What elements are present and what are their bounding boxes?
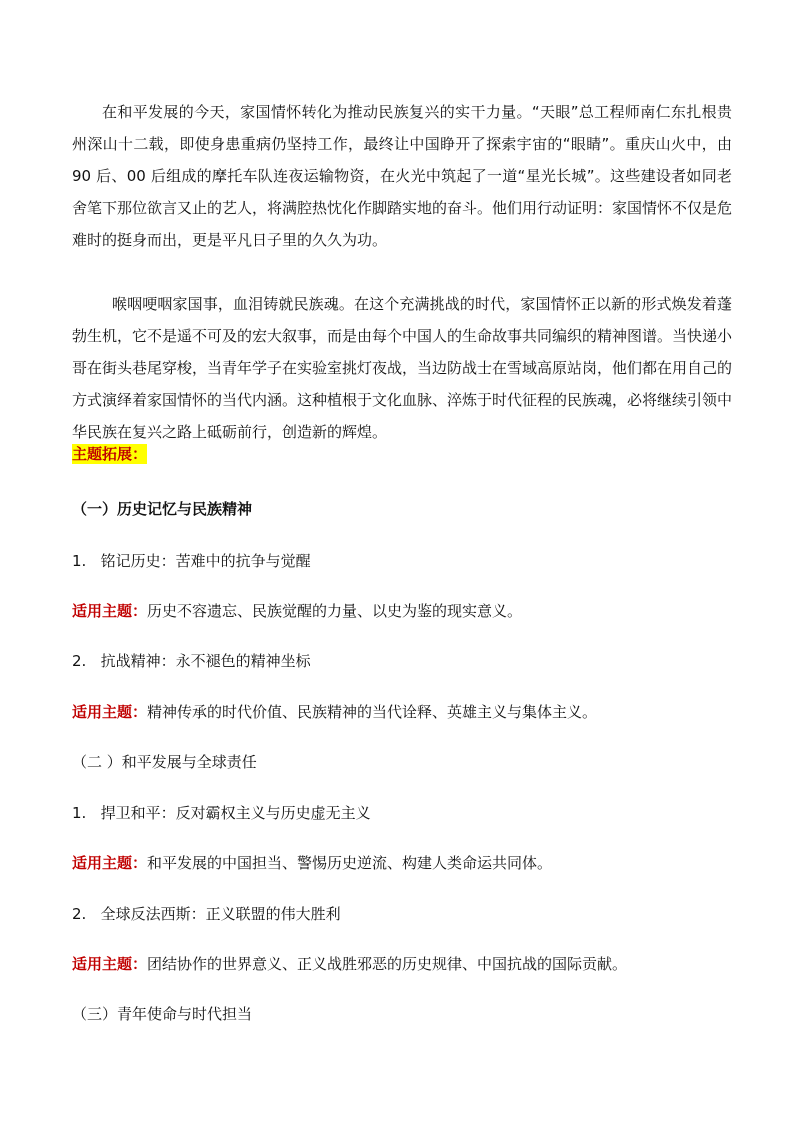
themes-text: 团结协作的世界意义、正义战胜邪恶的历史规律、中国抗战的国际贡献。 [147, 955, 628, 973]
item-title: 铭记历史：苦难中的抗争与觉醒 [100, 552, 311, 570]
item-1-1 [72, 550, 311, 571]
item-title: 全球反法西斯：正义联盟的伟大胜利 [100, 905, 341, 923]
themes-label: 适用主题： [72, 703, 148, 721]
item-number: 2. [72, 905, 87, 923]
item-title: 捍卫和平：反对霸权主义与历史虚无主义 [100, 804, 371, 822]
section-title-1: （一）历史记忆与民族精神 [72, 500, 253, 518]
themes-text: 和平发展的中国担当、警惕历史逆流、构建人类命运共同体。 [147, 854, 553, 872]
item-themes-1-1 [72, 600, 522, 621]
body-paragraph-2: 喉咽哽咽家国事，血泪铸就民族魂。在这个充满挑战的时代，家国情怀正以新的形式焕发着蓬勃生机，它不是遥不可及的宏大叙事，而是由每个中国人的生命故事共同编织的精神图谱。当快递小哥在街头巷尾穿梭，当青年学子在实验室挑灯夜战，当边防战士在雪域高原站岗，他们都在用自己的方式演绎着家国情怀的当代内涵。这种植根于文化血脉、淬炼于时代征程的民族魂，必将继续引领中华民族在复兴之路上砥砺前行，创造新的辉煌。 [72, 295, 733, 441]
themes-label: 适用主题： [72, 854, 148, 872]
item-number: 2. [72, 652, 87, 670]
themes-label: 适用主题： [72, 602, 148, 620]
themes-label: 适用主题： [72, 955, 148, 973]
item-1-2 [72, 650, 311, 671]
item-number: 1. [72, 804, 87, 822]
item-title: 抗战精神：永不褪色的精神坐标 [100, 652, 311, 670]
themes-text: 精神传承的时代价值、民族精神的当代诠释、英雄主义与集体主义。 [147, 703, 598, 721]
theme-heading [72, 443, 147, 464]
section-title-3: （三）青年使命与时代担当 [72, 1005, 253, 1023]
section-title-2: （二 ）和平发展与全球责任 [72, 753, 257, 771]
item-2-1 [72, 802, 371, 823]
item-themes-2-2 [72, 953, 627, 974]
themes-text: 历史不容遗忘、民族觉醒的力量、以史为鉴的现实意义。 [147, 602, 523, 620]
body-paragraph-1: 在和平发展的今天，家国情怀转化为推动民族复兴的实干力量。“天眼”总工程师南仁东扎根贵州深山十二载，即使身患重病仍坚持工作，最终让中国睁开了探索宇宙的“眼睛”。重庆山火中，由 90 后、00 后组成的摩托车队连夜运输物资，在火光中筑起了一道“星光长城”。这些建设者如同老舍笔下那位欲言又止的艺人，将满腔热忱化作脚踏实地的奋斗。他们用行动证明：家国情怀不仅是危难时的挺身而出，更是平凡日子里的久久为功。 [72, 103, 733, 249]
item-themes-1-2 [72, 701, 597, 722]
item-number: 1. [72, 552, 87, 570]
theme-heading-label: 主题拓展： [72, 445, 148, 463]
item-themes-2-1 [72, 852, 552, 873]
item-2-2 [72, 903, 341, 924]
